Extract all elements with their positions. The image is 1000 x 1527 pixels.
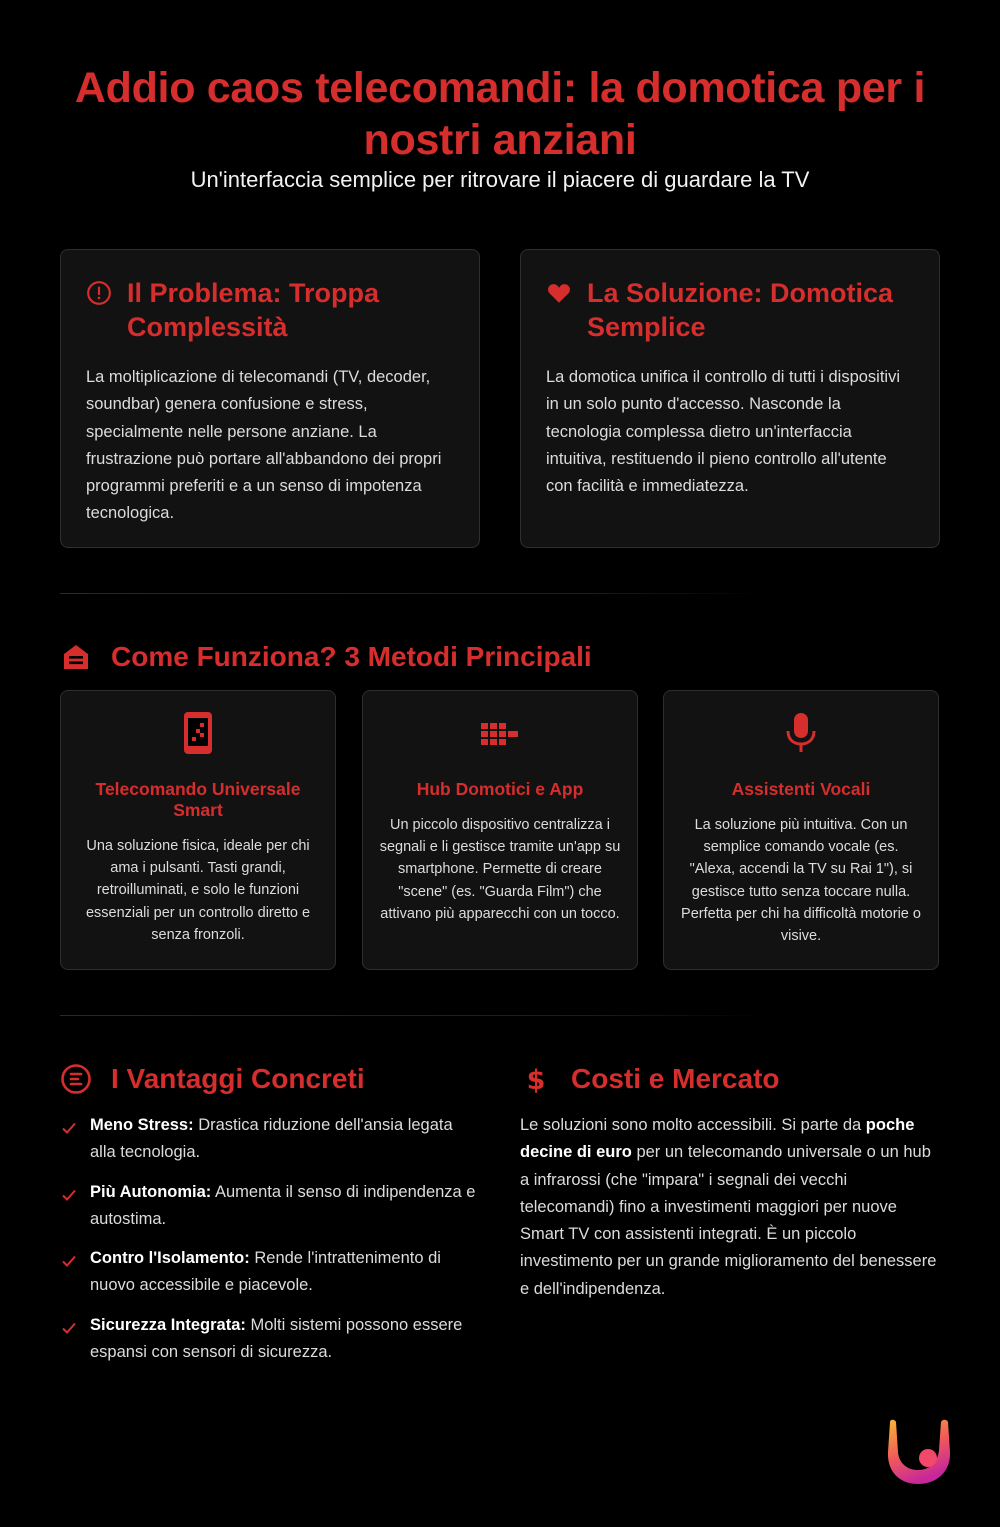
method-text: Un piccolo dispositivo centralizza i segnali e li gestisce tramite un'app su smartphone. Permette di creare "scene" (es. "Guarda Film") che attivano più apparecchi con un tocco.: [379, 817, 621, 922]
solution-card: [520, 249, 940, 548]
microphone-icon: [781, 711, 821, 755]
costs-text: [520, 1112, 940, 1303]
alert-circle-icon: [86, 280, 112, 306]
check-icon: [60, 1252, 78, 1270]
check-icon: [60, 1186, 78, 1204]
list-item: [60, 1179, 480, 1234]
problem-title: Il Problema: Troppa Complessità: [127, 278, 380, 342]
benefits-section-header: [60, 1062, 365, 1096]
smartphone-icon: [178, 711, 218, 755]
page-title: Addio caos telecomandi: la domotica per i nostri anziani: [74, 64, 926, 164]
section-divider: [60, 593, 940, 594]
check-icon: [60, 1119, 78, 1137]
heart-icon: [546, 280, 572, 306]
methods-section-title: Come Funziona? 3 Metodi Principali: [111, 641, 592, 672]
list-item: [60, 1312, 480, 1367]
benefit-text: Drastica riduzione dell'ansia legata alla tecnologia.: [90, 1116, 453, 1162]
costs-highlight: poche decine di euro: [520, 1116, 915, 1162]
costs-text-intro: Le soluzioni sono molto accessibili. Si parte da: [520, 1116, 866, 1134]
method-title: Telecomando Universale Smart: [95, 779, 301, 820]
check-icon: [60, 1319, 78, 1337]
benefit-label: Più Autonomia:: [90, 1182, 212, 1201]
benefit-label: Sicurezza Integrata:: [90, 1315, 246, 1334]
method-text: La soluzione più intuitiva. Con un semplice comando vocale (es. "Alexa, accendi la TV su Rai 1"), si gestisce tutto senza toccare nulla. Perfetta per chi ha difficoltà motorie o visive.: [681, 817, 921, 945]
section-divider: [60, 1015, 940, 1016]
list-circle-icon: [60, 1063, 92, 1095]
benefits-list: [60, 1112, 480, 1378]
list-item: [60, 1245, 480, 1300]
brand-logo: [884, 1414, 956, 1486]
method-card-universal-remote: [60, 690, 336, 970]
problem-text: La moltiplicazione di telecomandi (TV, decoder, soundbar) genera confusione e stress, specialmente nelle persone anziane. La frustrazione può portare all'abbandono dei propri programmi preferiti e a un senso di impotenza tecnologica.: [86, 368, 442, 523]
house-icon: [60, 641, 92, 673]
costs-section-title: Costi e Mercato: [571, 1063, 780, 1094]
solution-text: La domotica unifica il controllo di tutti i dispositivi in un solo punto d'accesso. Nasconde la tecnologia complessa dietro un'interfaccia intuitiva, restituendo il pieno controllo all'utente con facilità e immediatezza.: [546, 368, 901, 496]
benefit-label: Contro l'Isolamento:: [90, 1249, 250, 1268]
benefits-section-title: I Vantaggi Concreti: [111, 1063, 365, 1094]
problem-card: [60, 249, 480, 548]
benefit-text: Molti sistemi possono essere espansi con sensori di sicurezza.: [90, 1315, 463, 1362]
method-card-voice-assistants: [663, 690, 939, 970]
method-text: Una soluzione fisica, ideale per chi ama i pulsanti. Tasti grandi, retroilluminati, e solo le funzioni essenziali per un controllo diretto e senza fronzoli.: [85, 838, 311, 943]
hub-grid-icon: [480, 711, 520, 755]
benefit-text: Aumenta il senso di indipendenza e autostima.: [90, 1182, 476, 1228]
page-subtitle: Un'interfaccia semplice per ritrovare il piacere di guardare la TV: [190, 167, 810, 192]
method-title: Assistenti Vocali: [731, 779, 871, 799]
dollar-icon: [520, 1063, 552, 1095]
method-card-hub: [362, 690, 638, 970]
list-item: [60, 1112, 480, 1167]
costs-text-rest: per un telecomando universale o un hub a infrarossi (che "impara" i segnali dei vecchi telecomandi) fino a investimenti maggiori per nuove Smart TV con assistenti integrati. È un piccolo investimento per un grande miglioramento del benessere e dell'indipendenza.: [520, 1143, 937, 1298]
solution-title: La Soluzione: Domotica Semplice: [587, 278, 894, 342]
benefit-label: Meno Stress:: [90, 1116, 194, 1134]
costs-section-header: [520, 1062, 780, 1096]
benefit-text: Rende l'intrattenimento di nuovo accessibile e piacevole.: [90, 1249, 441, 1295]
svg-text:$: $: [526, 1065, 546, 1095]
methods-section-header: [60, 640, 592, 674]
method-title: Hub Domotici e App: [416, 779, 584, 799]
